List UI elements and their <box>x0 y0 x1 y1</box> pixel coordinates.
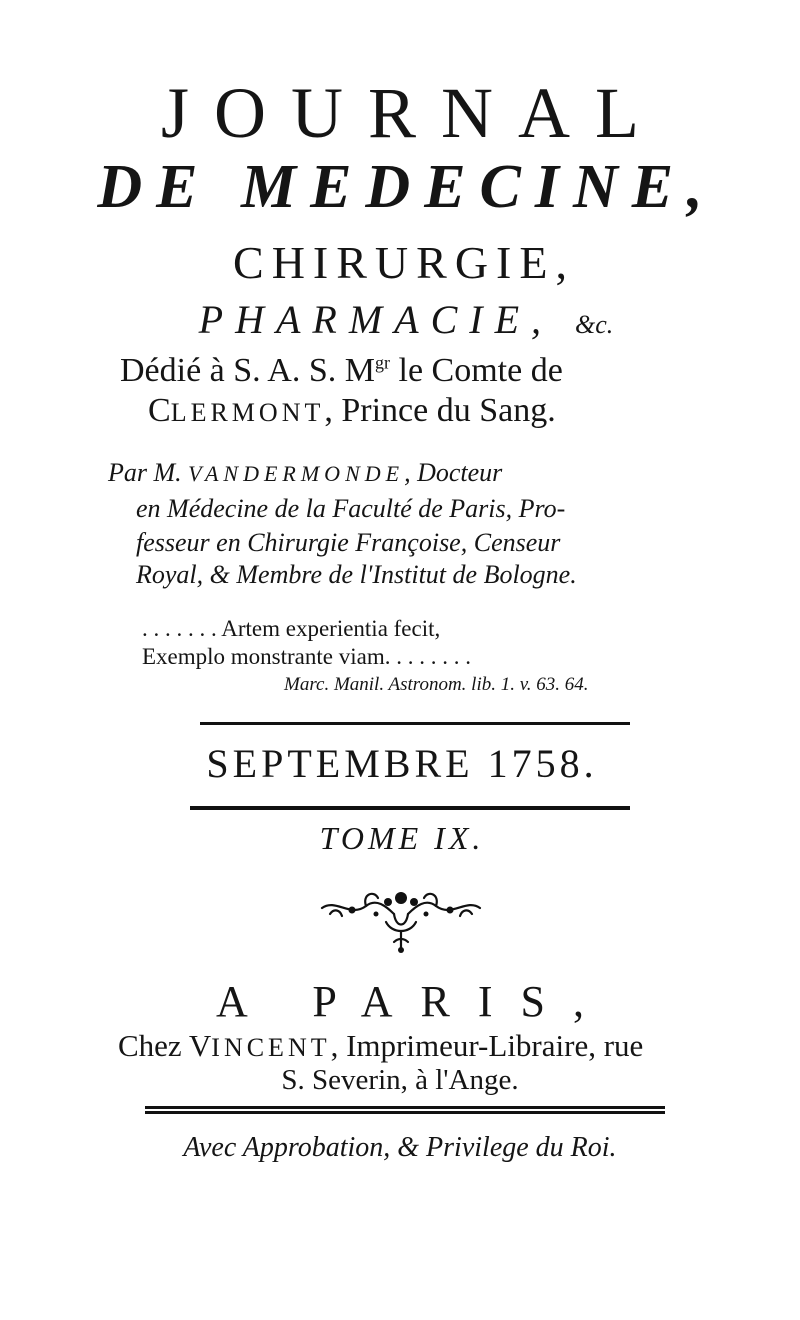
epigraph-citation: Marc. Manil. Astronom. lib. 1. v. 63. 64. <box>284 674 589 695</box>
imprint-printer-line <box>118 1028 643 1064</box>
author-line-3: fesseur en Chirurgie Françoise, Censeur <box>136 528 561 557</box>
imprint-chez: Chez <box>118 1028 189 1063</box>
author-line-2: en Médecine de la Faculté de Paris, Pro- <box>136 494 566 523</box>
author-line-4: Royal, & Membre de l'Institut de Bologne. <box>136 560 577 589</box>
etc-abbrev: &c. <box>575 310 614 339</box>
imprint-address: S. Severin, à l'Ange. <box>281 1064 519 1096</box>
divider-rule-top <box>200 722 630 725</box>
dedication-line <box>120 352 563 390</box>
clermont-post: , Prince du Sang. <box>324 392 556 429</box>
issue-date: SEPTEMBRE 1758. <box>206 741 598 786</box>
floral-vignette-icon <box>316 884 486 956</box>
chirurgie-title: CHIRURGIE, <box>233 237 575 288</box>
author-par: Par M. <box>108 458 189 487</box>
journal-title: JOURNAL <box>160 73 664 153</box>
pharmacie-word: PHARMACIE, <box>198 297 554 342</box>
dedication-pre: Dédié à S. A. S. M <box>120 352 375 389</box>
printer-initial: V <box>188 1028 212 1063</box>
imprint-city: A PARIS, <box>215 977 613 1026</box>
epigraph-line-1: . . . . . . . Artem experientia fecit, <box>142 616 441 641</box>
clermont-smallcaps: LERMONT <box>170 398 325 427</box>
dedication-sup: gr <box>375 352 390 373</box>
divider-rule-bottom <box>145 1106 665 1114</box>
epigraph-line-2: Exemplo monstrante viam. . . . . . . . <box>142 644 471 669</box>
divider-rule-middle <box>190 806 630 810</box>
author-name: VANDERMONDE <box>188 461 405 486</box>
approbation-line: Avec Approbation, & Privilege du Roi. <box>183 1132 617 1163</box>
dedication-post: le Comte de <box>390 352 563 389</box>
clermont-line <box>148 392 556 430</box>
medecine-title: DE MEDECINE, <box>97 153 717 221</box>
printer-post: , Imprimeur-Libraire, rue <box>330 1028 644 1063</box>
tome-number: TOME IX. <box>319 820 485 856</box>
author-line-1 <box>108 458 502 488</box>
clermont-initial: C <box>148 392 171 429</box>
pharmacie-title <box>0 296 800 343</box>
printer-smallcaps: INCENT <box>211 1033 331 1062</box>
author-title: , Docteur <box>404 458 503 487</box>
